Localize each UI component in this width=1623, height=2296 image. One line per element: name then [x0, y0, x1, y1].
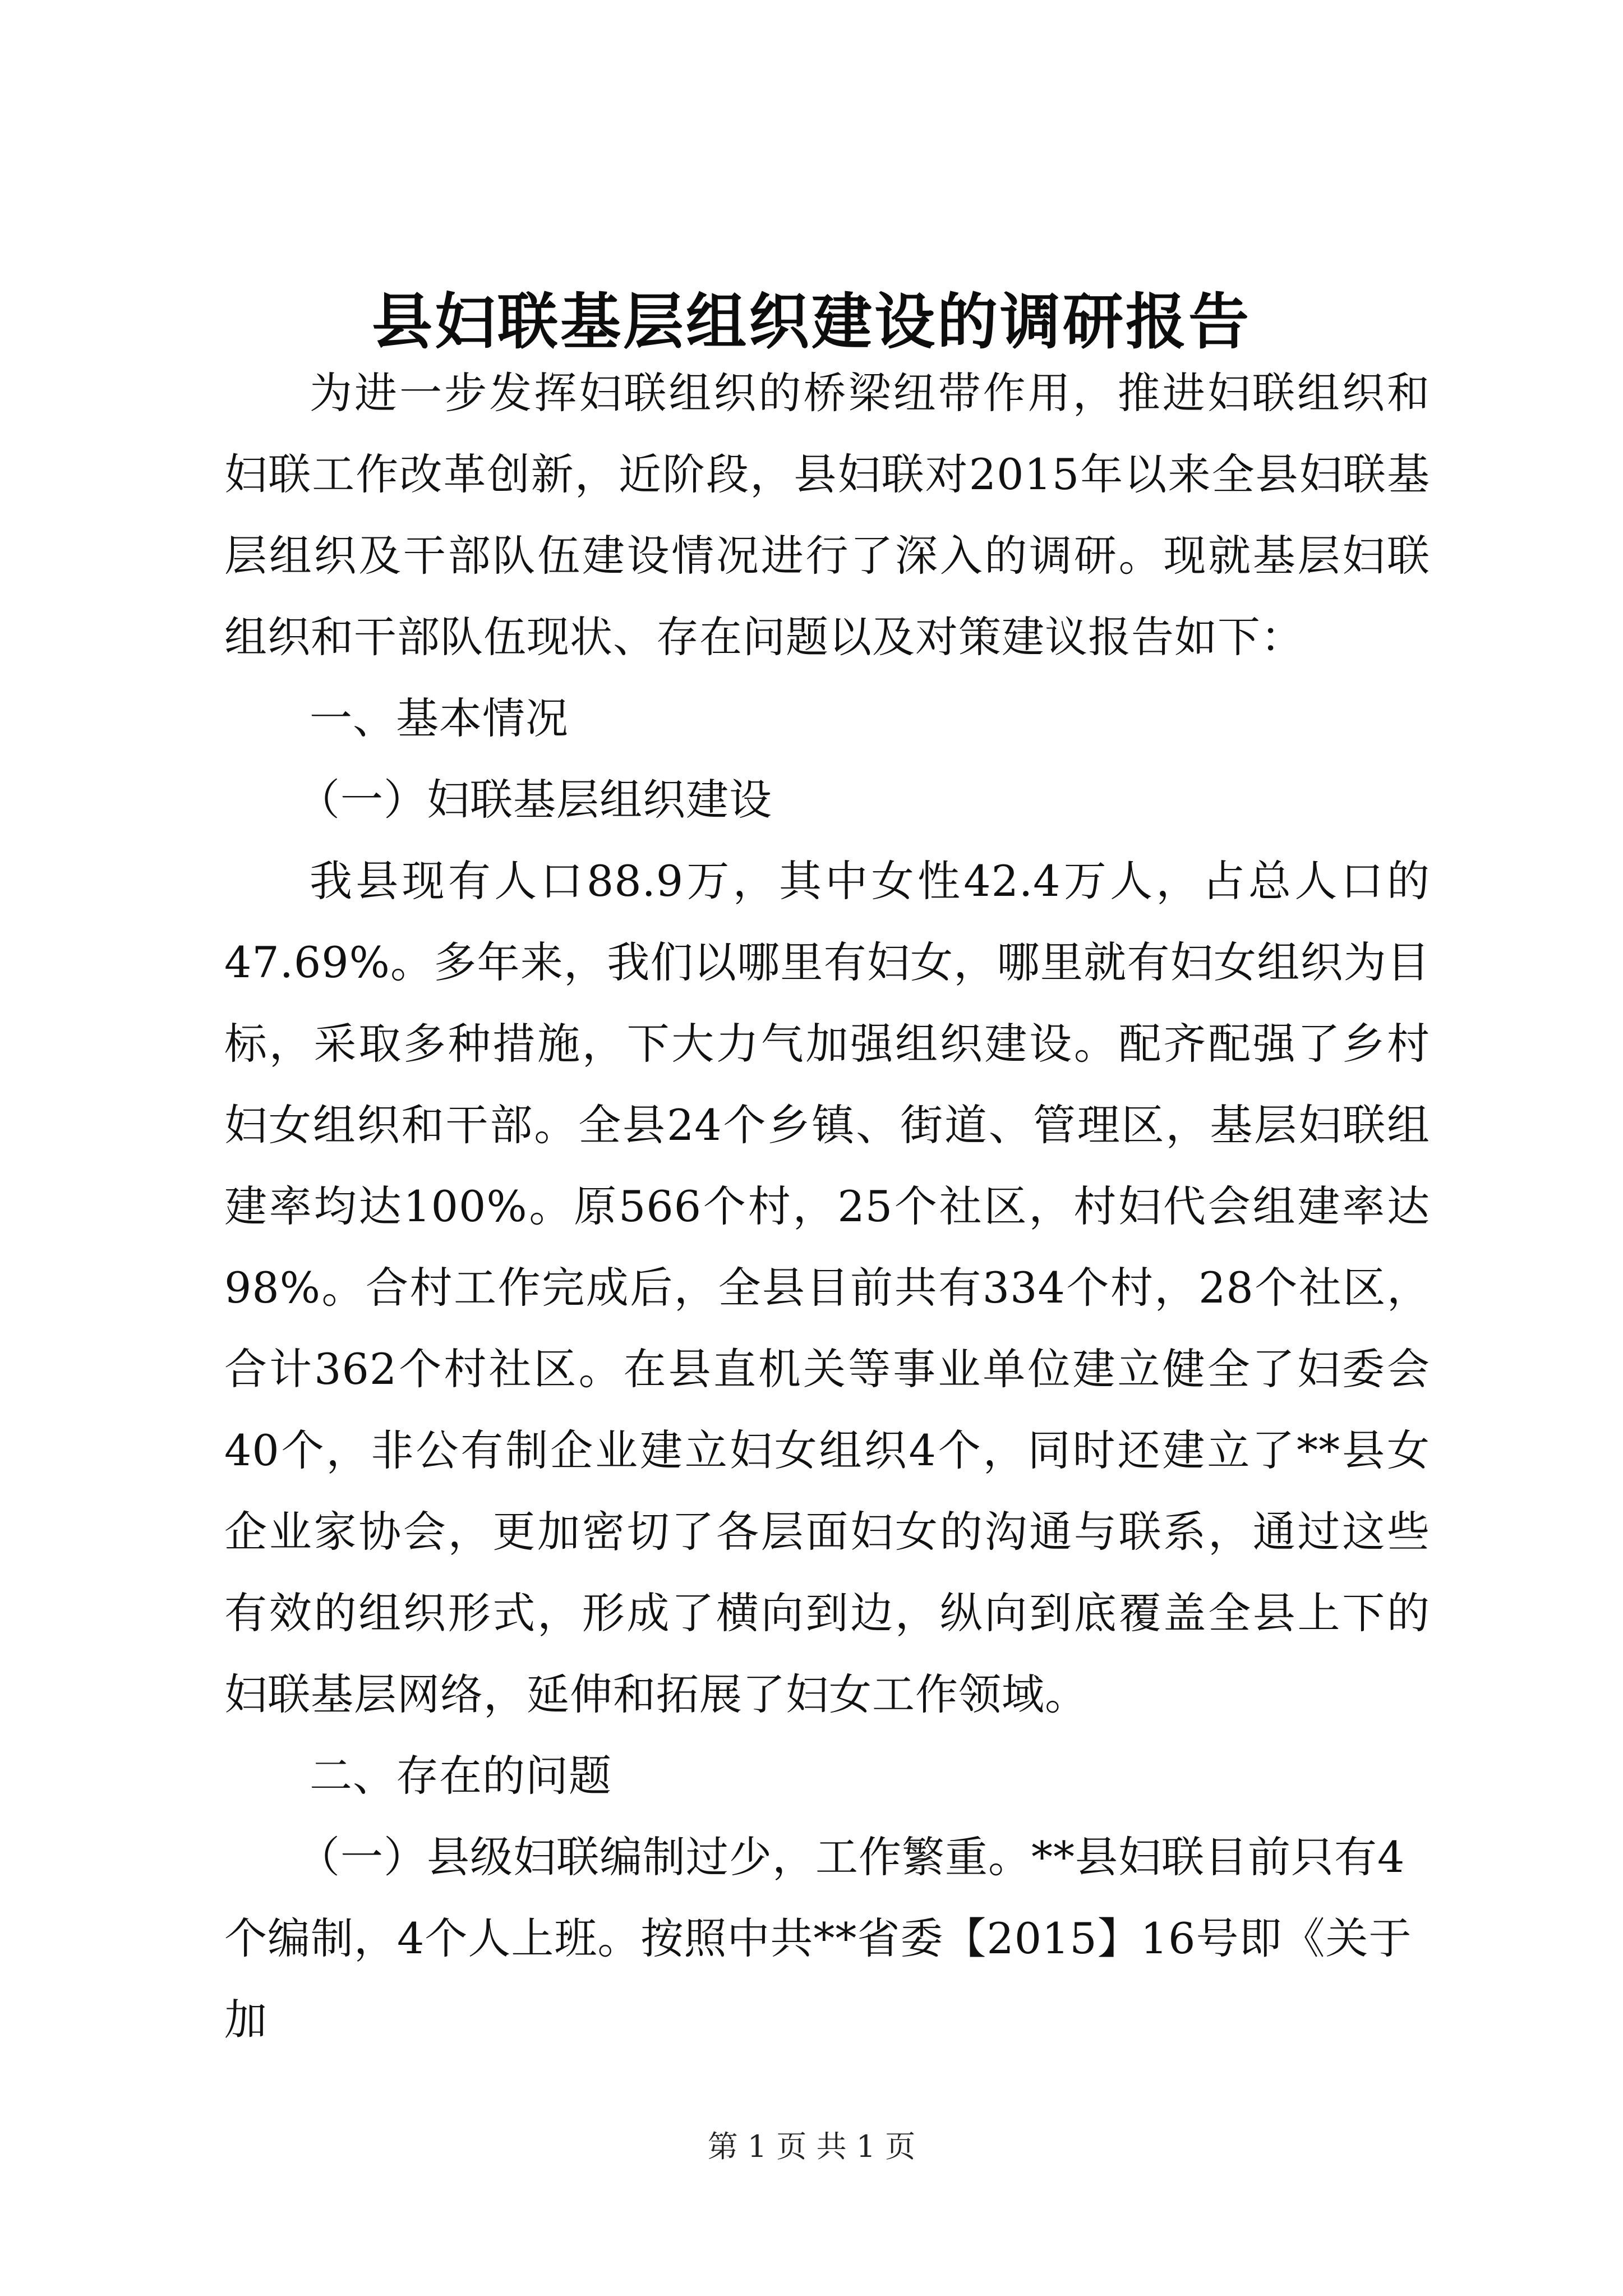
section-heading-problems: 二、存在的问题 — [310, 1751, 612, 1801]
basic-situation-paragraph: 我县现有人口88.9万，其中女性42.4万人，占总人口的47.69%。多年来，我们以哪里有妇女，哪里就有妇女组织为目标，采取多种措施，下大力气加强组织建设。配齐配强了乡村妇女组织和干部。全县24个乡镇、街道、管理区，基层妇联组建率均达100%。原566个村，25个社区，村妇代会组建率达98%。合村工作完成后，全县目前共有334个村，28个社区，合计362个村社区。在县直机关等事业单位建立健全了妇委会40个，非公有制企业建立妇女组织4个，同时还建立了**县女企业家协会，更加密切了各层面妇女的沟通与联系，通过这些有效的组织形式，形成了横向到边，纵向到底覆盖全县上下的妇联基层网络，延伸和拓展了妇女工作领域。 — [224, 856, 1430, 1719]
problems-paragraph: （一）县级妇联编制过少，工作繁重。**县妇联目前只有4个编制，4个人上班。按照中共**省委【2015】16号即《关于加 — [224, 1832, 1412, 2045]
subsection-heading-organization: （一）妇联基层组织建设 — [297, 775, 772, 825]
page-footer: 第 1 页 共 1 页 — [707, 2129, 916, 2164]
section-heading-basic-situation: 一、基本情况 — [310, 693, 569, 743]
document-body — [224, 352, 1430, 2060]
intro-paragraph: 为进一步发挥妇联组织的桥梁纽带作用，推进妇联组织和妇联工作改革创新，近阶段，县妇联对2015年以来全县妇联基层组织及干部队伍建设情况进行了深入的调研。现就基层妇联组织和干部队伍现状、存在问题以及对策建议报告如下： — [224, 368, 1430, 662]
document-title: 县妇联基层组织建设的调研报告 — [371, 287, 1251, 357]
